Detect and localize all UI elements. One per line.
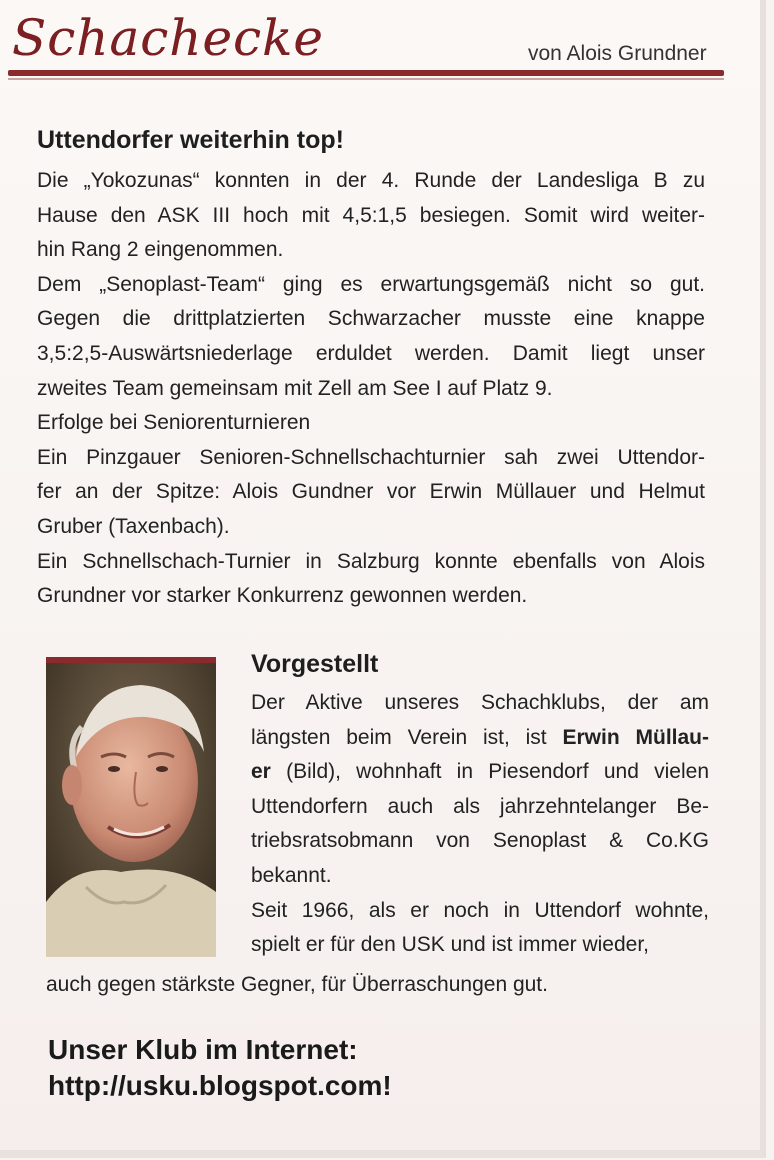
body-line: 3,5:2,5-Auswärtsniederlage erduldet werden. Damit liegt unser <box>37 341 705 365</box>
body-line: Dem „Senoplast-Team“ ging es erwartungsgemäß nicht so gut. <box>37 272 705 296</box>
body-line: Uttendorfern auch als jahrzehntelanger Be- <box>251 794 709 818</box>
body-line: Hause den ASK III hoch mit 4,5:1,5 besiegen. Somit wird weiter- <box>37 203 705 227</box>
body-line: Grundner vor starker Konkurrenz gewonnen werden. <box>37 584 528 608</box>
body-line: Ein Pinzgauer Senioren-Schnellschachturnier sah zwei Uttendor- <box>37 445 705 469</box>
body-line: bekannt. <box>251 863 332 887</box>
blog-url-link[interactable]: http://usku.blogspot.com! <box>48 1070 392 1101</box>
body-line: fer an der Spitze: Alois Gundner vor Erwin Müllauer und Helmut <box>37 480 705 504</box>
internet-heading: Unser Klub im Internet: <box>48 1034 358 1065</box>
header-rule <box>8 70 724 76</box>
body-line-part: (Bild), wohnhaft in Piesendorf und vielen <box>286 760 710 784</box>
article-heading: Uttendorfer weiterhin top! <box>37 126 344 154</box>
body-line: Die „Yokozunas“ konnten in der 4. Runde der Landesliga B zu <box>37 169 705 192</box>
highlighted-name-end: er <box>251 760 271 784</box>
portrait-illustration <box>46 657 216 957</box>
profile-heading: Vorgestellt <box>251 650 379 678</box>
article-body <box>37 164 705 614</box>
body-line: Gruber (Taxenbach). <box>37 514 230 538</box>
body-line <box>251 755 709 790</box>
body-line: Ein Schnellschach-Turnier in Salzburg konnte ebenfalls von Alois <box>37 549 705 573</box>
body-line: triebsratsobmann von Senoplast & Co.KG <box>251 829 709 853</box>
body-line <box>251 721 709 756</box>
header-rule-thin <box>8 78 724 80</box>
column-title: Schachecke <box>12 9 324 67</box>
body-line: Erfolge bei Seniorenturnieren <box>37 411 311 435</box>
body-line: spielt er für den USK und ist immer wieder, <box>251 933 649 957</box>
body-line: auch gegen stärkste Gegner, für Überraschungen gut. <box>46 973 548 996</box>
body-line: Gegen die drittplatzierten Schwarzacher musste eine knappe <box>37 307 705 331</box>
photo-top-rule <box>46 657 216 663</box>
portrait-photo <box>46 657 216 957</box>
profile-body <box>251 686 709 963</box>
highlighted-name: Erwin Müllau- <box>562 725 709 749</box>
profile-body-continued <box>46 968 706 1003</box>
body-line: zweites Team gemeinsam mit Zell am See I auf Platz 9. <box>37 376 553 400</box>
body-line: Seit 1966, als er noch in Uttendorf wohnte, <box>251 898 709 922</box>
club-internet-notice <box>48 1032 392 1104</box>
body-line: hin Rang 2 eingenommen. <box>37 238 284 262</box>
byline: von Alois Grundner <box>528 42 707 65</box>
body-line: Der Aktive unseres Schachklubs, der am <box>251 691 709 714</box>
body-line-part: längsten beim Verein ist, ist <box>251 725 547 749</box>
